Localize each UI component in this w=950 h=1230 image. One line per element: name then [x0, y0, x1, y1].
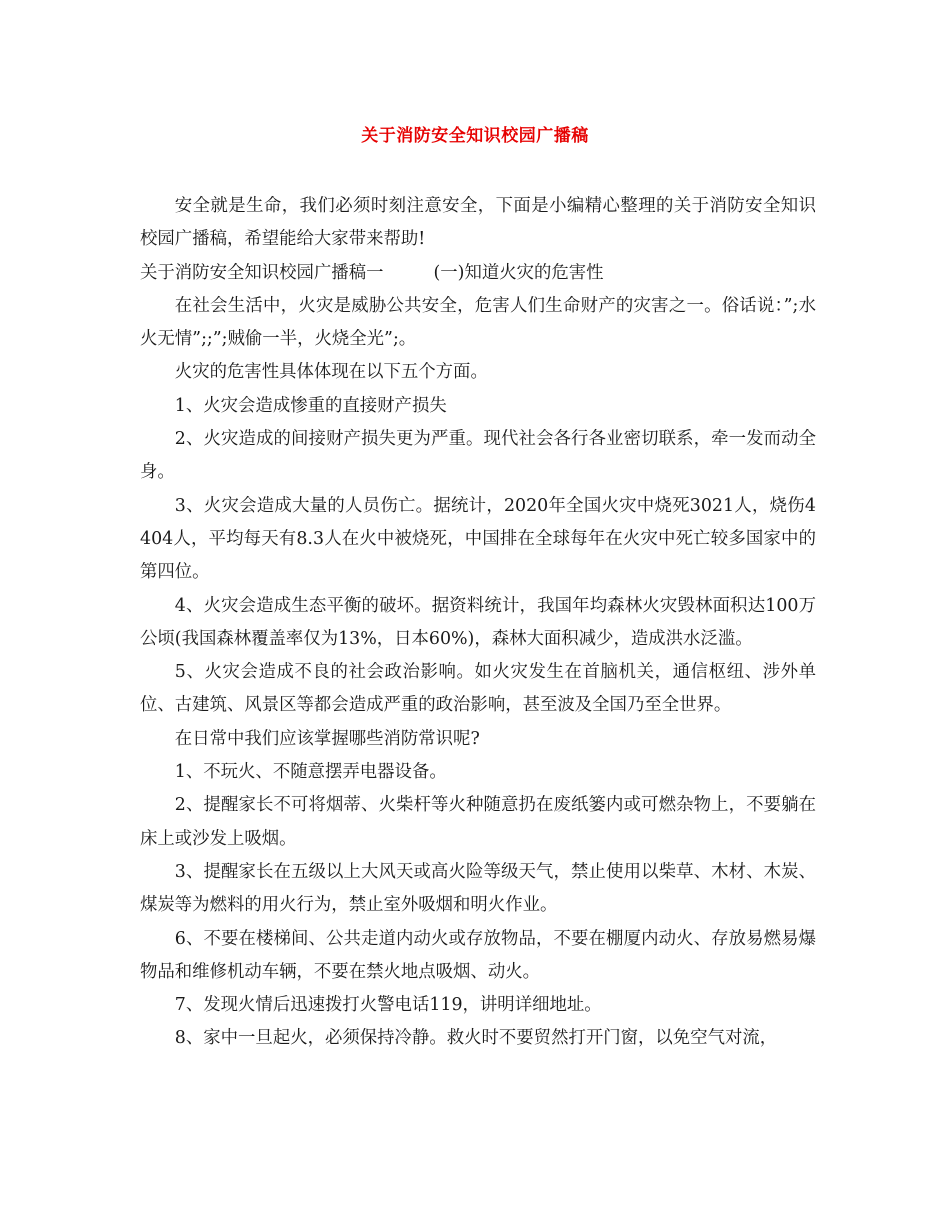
section-label: 关于消防安全知识校园广播稿一 [140, 262, 384, 283]
document-title: 关于消防安全知识校园广播稿 [361, 126, 589, 146]
paragraph: 在社会生活中，火灾是威胁公共安全，危害人们生命财产的灾害之一。俗话说：”;水火无情”;;”;贼偷一半，火烧全光”;。 [140, 295, 816, 350]
paragraph: 8、家中一旦起火，必须保持冷静。救火时不要贸然打开门窗，以免空气对流， [174, 1028, 778, 1049]
section-heading: (一)知道火灾的危害性 [433, 262, 604, 283]
paragraph: 火灾的危害性具体体现在以下五个方面。 [174, 362, 488, 383]
paragraph: 2、提醒家长不可将烟蒂、火柴杆等火种随意扔在废纸篓内或可燃杂物上，不要躺在床上或沙发上吸烟。 [140, 795, 816, 849]
paragraph: 4、火灾会造成生态平衡的破坏。据资料统计，我国年均森林火灾毁林面积达100万公顷(我国森林覆盖率仅为13%，日本60%)，森林大面积减少，造成洪水泛滥。 [140, 595, 816, 649]
section-heading-line [140, 257, 816, 290]
paragraph: 6、不要在楼梯间、公共走道内动火或存放物品，不要在棚厦内动火、存放易燃易爆物品和维修机动车辆，不要在禁火地点吸烟、动火。 [140, 928, 816, 982]
paragraph: 1、火灾会造成惨重的直接财产损失 [174, 395, 447, 416]
document-body [140, 190, 816, 1056]
paragraph: 1、不玩火、不随意摆弄电器设备。 [174, 762, 447, 783]
paragraph: 7、发现火情后迅速拨打火警电话119，讲明详细地址。 [174, 995, 602, 1016]
paragraph: 5、火灾会造成不良的社会政治影响。如火灾发生在首脑机关，通信枢纽、涉外单位、古建筑、风景区等都会造成严重的政治影响，甚至波及全国乃至全世界。 [140, 662, 816, 716]
paragraph: 3、火灾会造成大量的人员伤亡。据统计，2020年全国火灾中烧死3021人，烧伤4404人，平均每天有8.3人在火中被烧死，中国排在全球每年在火灾中死亡较多国家中的第四位。 [140, 495, 816, 583]
paragraph: 2、火灾造成的间接财产损失更为严重。现代社会各行各业密切联系，牵一发而动全身。 [140, 429, 816, 483]
paragraph: 在日常中我们应该掌握哪些消防常识呢? [174, 728, 480, 749]
paragraph: 3、提醒家长在五级以上大风天或高火险等级天气，禁止使用以柴草、木材、木炭、煤炭等为燃料的用火行为，禁止室外吸烟和明火作业。 [140, 861, 816, 916]
intro-paragraph: 安全就是生命，我们必须时刻注意安全，下面是小编精心整理的关于消防安全知识校园广播稿，希望能给大家带来帮助! [140, 196, 816, 250]
